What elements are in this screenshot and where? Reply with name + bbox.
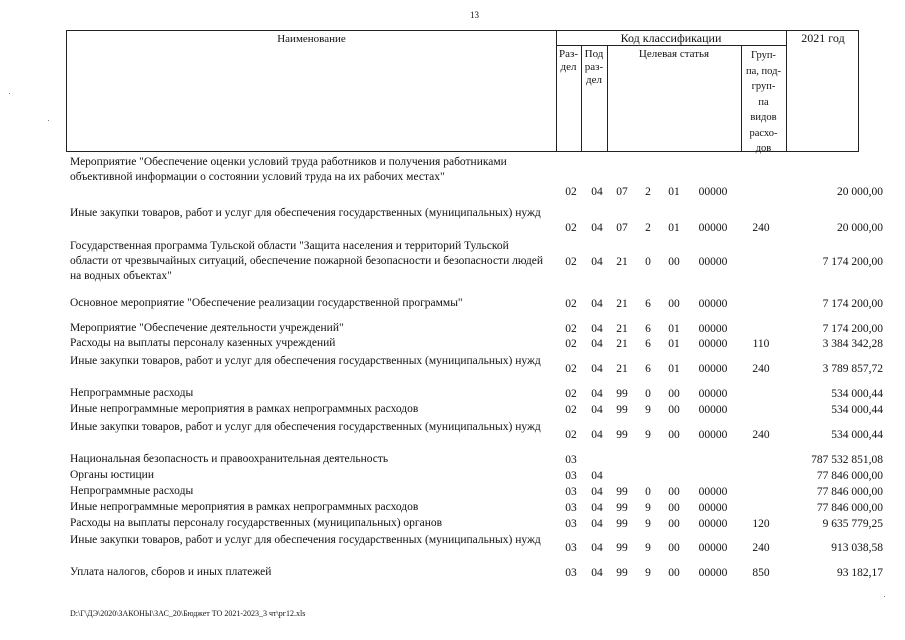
row-name: Органы юстиции <box>70 469 154 481</box>
row-cs1: 99 <box>616 502 628 514</box>
row-cs1: 99 <box>616 404 628 416</box>
row-amount: 7 174 200,00 <box>822 256 883 268</box>
header-divider <box>556 45 786 46</box>
row-cs4: 00000 <box>698 323 728 335</box>
header-subsection: Под раз- дел <box>584 48 604 86</box>
row-amount: 787 532 851,08 <box>811 454 883 466</box>
row-cs2: 0 <box>645 486 651 498</box>
scan-speck <box>9 93 10 94</box>
row-cs3: 00 <box>668 486 680 498</box>
row-amount: 534 000,44 <box>831 429 883 441</box>
row-razdel: 02 <box>565 323 577 335</box>
row-cs2: 9 <box>645 518 651 530</box>
row-name: Иные закупки товаров, работ и услуг для обеспечения государственных (муниципальных) нужд <box>70 207 541 219</box>
row-podrazdel: 04 <box>591 404 603 416</box>
row-podrazdel: 04 <box>591 486 603 498</box>
table-row <box>0 354 905 384</box>
row-cs3: 01 <box>668 363 680 375</box>
row-name: Непрограммные расходы <box>70 387 194 399</box>
row-cs4: 00000 <box>698 298 728 310</box>
row-razdel: 03 <box>565 518 577 530</box>
table-row <box>0 402 905 418</box>
row-amount: 77 846 000,00 <box>816 470 883 482</box>
row-amount: 7 174 200,00 <box>822 323 883 335</box>
row-cs3: 00 <box>668 388 680 400</box>
row-cs3: 00 <box>668 429 680 441</box>
row-razdel: 03 <box>565 470 577 482</box>
page-number: 13 <box>470 10 479 20</box>
row-podrazdel: 04 <box>591 256 603 268</box>
row-razdel: 03 <box>565 567 577 579</box>
header-name: Наименование <box>277 33 346 45</box>
row-podrazdel: 04 <box>591 298 603 310</box>
row-name: Государственная программа Тульской области "Защита населения и территорий Тульской области от чрезвычайных ситуаций, обеспечение пожарной безопасности и безопасности людей на водных объектах" <box>70 240 543 282</box>
row-amount: 77 846 000,00 <box>816 502 883 514</box>
header-divider <box>786 31 787 151</box>
row-amount: 3 789 857,72 <box>822 363 883 375</box>
row-name: Иные непрограммные мероприятия в рамках непрограммных расходов <box>70 403 419 415</box>
row-name: Иные непрограммные мероприятия в рамках непрограммных расходов <box>70 501 419 513</box>
row-amount: 534 000,44 <box>831 388 883 400</box>
row-razdel: 02 <box>565 222 577 234</box>
table-row <box>0 484 905 500</box>
row-cs4: 00000 <box>698 502 728 514</box>
row-podrazdel: 04 <box>591 567 603 579</box>
row-cs1: 99 <box>616 542 628 554</box>
row-name: Мероприятие "Обеспечение оценки условий труда работников и получения работниками объективной информации о состоянии условий труда на их рабочих местах" <box>70 156 507 183</box>
row-podrazdel: 04 <box>591 388 603 400</box>
row-cs1: 99 <box>616 518 628 530</box>
row-amount: 20 000,00 <box>837 186 883 198</box>
file-path-footer: D:\Г\ДЭ\2020\ЗАКОНЫ\ЗАС_20\Бюджет ТО 2021-2023_3 чт\рг12.xls <box>70 609 306 618</box>
scan-speck <box>884 596 885 597</box>
row-razdel: 02 <box>565 404 577 416</box>
table-row <box>0 239 905 284</box>
row-cs3: 01 <box>668 323 680 335</box>
row-amount: 7 174 200,00 <box>822 298 883 310</box>
row-cs3: 00 <box>668 256 680 268</box>
row-podrazdel: 04 <box>591 186 603 198</box>
row-razdel: 02 <box>565 298 577 310</box>
row-cs4: 00000 <box>698 186 728 198</box>
table-header <box>66 30 859 152</box>
header-expense-group: Груп- па, под- груп- па видов расхо- дов <box>746 50 781 154</box>
row-amount: 93 182,17 <box>837 567 883 579</box>
row-podrazdel: 04 <box>591 502 603 514</box>
row-cs4: 00000 <box>698 429 728 441</box>
table-row <box>0 155 905 200</box>
row-cs4: 00000 <box>698 256 728 268</box>
row-podrazdel: 04 <box>591 338 603 350</box>
table-row <box>0 500 905 516</box>
row-razdel: 02 <box>565 338 577 350</box>
row-razdel: 03 <box>565 502 577 514</box>
row-razdel: 02 <box>565 186 577 198</box>
row-amount: 3 384 342,28 <box>822 338 883 350</box>
row-cs2: 0 <box>645 256 651 268</box>
row-cs1: 21 <box>616 363 628 375</box>
row-podrazdel: 04 <box>591 518 603 530</box>
row-cs2: 6 <box>645 363 651 375</box>
table-row <box>0 321 905 337</box>
row-name: Расходы на выплаты персоналу казенных учреждений <box>70 337 336 349</box>
row-razdel: 03 <box>565 454 577 466</box>
row-podrazdel: 04 <box>591 542 603 554</box>
row-name: Национальная безопасность и правоохранительная деятельность <box>70 453 389 465</box>
row-vid: 120 <box>752 518 770 530</box>
row-name: Мероприятие "Обеспечение деятельности учреждений" <box>70 322 344 334</box>
row-cs2: 9 <box>645 502 651 514</box>
row-name: Непрограммные расходы <box>70 485 194 497</box>
row-cs3: 01 <box>668 222 680 234</box>
row-cs2: 9 <box>645 542 651 554</box>
row-cs4: 00000 <box>698 363 728 375</box>
row-cs2: 2 <box>645 186 651 198</box>
row-name: Иные закупки товаров, работ и услуг для обеспечения государственных (муниципальных) нужд <box>70 534 541 546</box>
table-row <box>0 565 905 581</box>
row-podrazdel: 04 <box>591 470 603 482</box>
row-vid: 240 <box>752 542 770 554</box>
row-cs4: 00000 <box>698 338 728 350</box>
row-amount: 534 000,44 <box>831 404 883 416</box>
row-cs1: 99 <box>616 429 628 441</box>
header-classification: Код классификации <box>620 31 722 45</box>
row-cs3: 00 <box>668 518 680 530</box>
row-podrazdel: 04 <box>591 222 603 234</box>
row-vid: 240 <box>752 429 770 441</box>
row-cs3: 00 <box>668 298 680 310</box>
row-name: Уплата налогов, сборов и иных платежей <box>70 566 272 578</box>
row-cs4: 00000 <box>698 567 728 579</box>
table-row <box>0 452 905 468</box>
row-cs1: 21 <box>616 323 628 335</box>
row-vid: 240 <box>752 363 770 375</box>
row-cs1: 21 <box>616 338 628 350</box>
row-name: Расходы на выплаты персоналу государственных (муниципальных) органов <box>70 517 443 529</box>
row-razdel: 02 <box>565 429 577 441</box>
row-razdel: 03 <box>565 486 577 498</box>
row-cs2: 9 <box>645 404 651 416</box>
row-cs4: 00000 <box>698 486 728 498</box>
row-cs1: 99 <box>616 486 628 498</box>
row-podrazdel: 04 <box>591 363 603 375</box>
row-cs1: 21 <box>616 298 628 310</box>
row-cs3: 00 <box>668 404 680 416</box>
row-cs3: 00 <box>668 502 680 514</box>
row-cs2: 9 <box>645 567 651 579</box>
table-row <box>0 516 905 532</box>
row-cs1: 99 <box>616 388 628 400</box>
row-razdel: 02 <box>565 388 577 400</box>
header-target-article: Целевая статья <box>638 48 710 60</box>
table-row <box>0 468 905 484</box>
row-cs3: 00 <box>668 567 680 579</box>
table-row <box>0 336 905 352</box>
row-vid: 240 <box>752 222 770 234</box>
row-cs4: 00000 <box>698 404 728 416</box>
row-podrazdel: 04 <box>591 429 603 441</box>
row-cs3: 01 <box>668 338 680 350</box>
row-cs4: 00000 <box>698 542 728 554</box>
row-amount: 9 635 779,25 <box>822 518 883 530</box>
row-cs2: 6 <box>645 338 651 350</box>
row-cs4: 00000 <box>698 518 728 530</box>
row-name: Иные закупки товаров, работ и услуг для обеспечения государственных (муниципальных) нужд <box>70 421 541 433</box>
row-cs2: 9 <box>645 429 651 441</box>
table-row <box>0 533 905 563</box>
row-name: Основное мероприятие "Обеспечение реализации государственной программы" <box>70 297 463 309</box>
row-cs4: 00000 <box>698 222 728 234</box>
row-podrazdel: 04 <box>591 323 603 335</box>
row-amount: 77 846 000,00 <box>816 486 883 498</box>
row-razdel: 03 <box>565 542 577 554</box>
table-row <box>0 206 905 236</box>
table-row <box>0 296 905 312</box>
table-row <box>0 386 905 402</box>
row-cs2: 6 <box>645 298 651 310</box>
row-vid: 110 <box>752 338 770 350</box>
row-cs2: 0 <box>645 388 651 400</box>
header-year: 2021 год <box>801 31 845 45</box>
row-amount: 20 000,00 <box>837 222 883 234</box>
row-cs2: 2 <box>645 222 651 234</box>
header-section: Раз- дел <box>558 48 578 73</box>
table-row <box>0 420 905 450</box>
row-vid: 850 <box>752 567 770 579</box>
row-cs4: 00000 <box>698 388 728 400</box>
row-cs1: 07 <box>616 222 628 234</box>
row-name: Иные закупки товаров, работ и услуг для обеспечения государственных (муниципальных) нужд <box>70 355 541 367</box>
row-cs3: 01 <box>668 186 680 198</box>
row-cs1: 07 <box>616 186 628 198</box>
row-cs3: 00 <box>668 542 680 554</box>
row-razdel: 02 <box>565 256 577 268</box>
row-cs1: 21 <box>616 256 628 268</box>
row-amount: 913 038,58 <box>831 542 883 554</box>
row-cs1: 99 <box>616 567 628 579</box>
row-razdel: 02 <box>565 363 577 375</box>
scan-speck <box>48 120 49 121</box>
row-cs2: 6 <box>645 323 651 335</box>
